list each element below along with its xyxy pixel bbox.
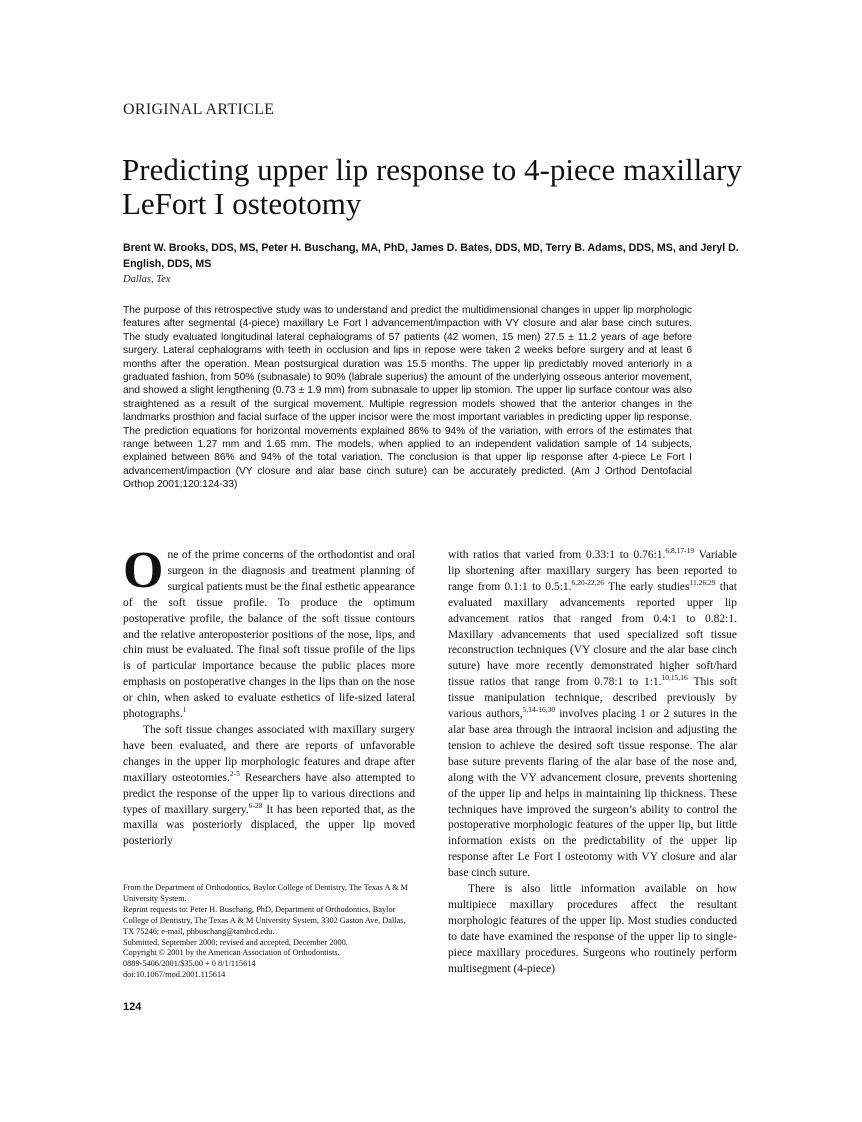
paragraph-text: It has been reported that, as the maxilla was posteriorly displaced, the upper lip moved posteriorly — [123, 803, 415, 848]
paragraph-text: This soft tissue manipulation technique, described previously by various authors, — [448, 676, 737, 721]
section-label: ORIGINAL ARTICLE — [123, 101, 275, 118]
paragraph-text: that evaluated maxillary advancements reported upper lip advancement ratios that ranged from 0.4:1 to 0.82:1. Maxillary advancements that used specialized soft tissue reconstruction techniques (VY closure and the alar base cinch suture) have more recently demonstrated higher soft/hard tissue ratios that range from 0.78:1 to 1:1. — [448, 580, 738, 689]
footnote-affiliation: From the Department of Orthodontics, Baylor College of Dentistry, The Texas A & M University System. — [123, 883, 409, 903]
page-number: 124 — [123, 1001, 142, 1013]
paragraph-text: with ratios that varied from 0.33:1 to 0.76:1. — [448, 549, 666, 561]
paragraph: There is also little information available on how multipiece maxillary procedures affect the resultant morphologic features of the upper lip. Most studies conducted to date have examined the response of the upper lip to single-piece maxillary procedures. Surgeons who routinely perform multisegment (4-piece) — [448, 883, 737, 975]
article-title: Predicting upper lip response to 4-piece maxillary LeFort I osteotomy — [122, 152, 742, 221]
citation-ref: 2-5 — [229, 768, 240, 778]
paragraph-text: Researchers have also attempted to predict the response of the upper lip to various directions and types of maxillary surgery. — [123, 771, 415, 816]
paragraph-text: involves placing 1 or 2 sutures in the alar base area through the intraoral incision and adjusting the tension to achieve the desired soft tissue response. The alar base suture prevents flaring of the alar base of the nose and, along with the VY advancement closure, prevents shortening of the upper lip and helps in maintaining lip thickness. These techniques have improved the surgeon’s ability to control the postoperative morphologic features of the upper lip, but little information exists on the predictability of the upper lip response after Le Fort I osteotomy with VY closure and alar base cinch suture. — [448, 708, 737, 880]
paragraph-text: ne of the prime concerns of the orthodontist and oral surgeon in the diagnosis and treatment planning of surgical patients must be the final esthetic appearance of the soft tissue profile. To produce the optimum postoperative profile, the balance of the soft tissue contours and the relative anteroposterior positions of the nose, lips, and chin must be evaluated. The final soft tissue profile of the lips is of particular importance because the public places more emphasis on postoperative changes in the lips than on the nose or chin, when asked to evaluate esthetics of life-sized lateral photographs. — [123, 549, 415, 721]
citation-ref: 1 — [182, 705, 187, 715]
paragraph — [123, 723, 415, 850]
citation-ref: 5,14-16,30 — [522, 705, 556, 715]
abstract: The purpose of this retrospective study was to understand and predict the multidimensional changes in upper lip morphologic features after segmental (4-piece) maxillary Le Fort I advancement/impaction with VY closure and alar base cinch sutures. The study evaluated longitudinal lateral cephalograms of 57 patients (42 women, 15 men) 27.5 ± 11.2 years of age before surgery. Lateral cephalograms with teeth in occlusion and lips in repose were taken 2 weeks before surgery and at least 6 months after the operation. Mean postsurgical duration was 15.5 months. The upper lip predictably moved anteriorly in a graduated fashion, from 50% (subnasale) to 90% (labrale superius) the amount of the underlying osseous anterior movement, and showed a slight lengthening (0.73 ± 1.9 mm) from subnasale to upper lip stomion. The upper lip surface contour was also straightened as a result of the surgical movement. Multiple regression models showed that the anterior changes in the landmarks prosthion and facial surface of the upper incisor were the most important variables in predicting upper lip response. The prediction equations for horizontal movements explained 86% to 94% of the variation, with errors of the estimates that range between 1.27 mm and 1.65 mm. The models, when applied to an independent validation sample of 14 subjects, explained between 86% and 94% of the total variation. The conclusion is that upper lip response after 4-piece Le Fort I advancement/impaction (VY closure and alar base cinch suture) can be accurately predicted. (Am J Orthod Dentofacial Orthop 2001;120:124-33) — [123, 305, 692, 491]
footnote-issn: 0889-5406/2001/$35.00 + 0 8/1/115614 — [123, 959, 256, 969]
paragraph — [123, 542, 415, 723]
paragraph-text: Variable lip shortening after maxillary surgery has been reported to range from 0.1:1 to 0.5:1. — [448, 549, 737, 593]
drop-cap: O — [123, 542, 164, 599]
paragraph-text: The early studies — [604, 580, 690, 593]
footnotes — [123, 883, 418, 981]
citation-ref: 11,26,29 — [689, 577, 716, 587]
paragraph — [448, 548, 737, 882]
footnote-doi: doi:10.1067/mod.2001.115614 — [123, 970, 226, 980]
footnote-reprints: Reprint requests to: Peter H. Buschang, PhD, Department of Orthodontics, Baylor College of Dentistry, The Texas A & M University System, 3302 Gaston Ave, Dallas, TX 75246; e-mail, phbuschang@tambcd.edu. — [123, 904, 406, 936]
body-column-left — [123, 542, 415, 850]
body-column-right — [448, 548, 737, 977]
citation-ref: 6-28 — [248, 800, 263, 810]
paragraph-text: The soft tissue changes associated with maxillary surgery have been evaluated, and there are reports of unfavorable changes in the upper lip morphologic features and drape after maxillary osteotomies. — [123, 723, 415, 784]
citation-ref: 10,15,16 — [661, 673, 688, 683]
author-list: Brent W. Brooks, DDS, MS, Peter H. Buschang, MA, PhD, James D. Bates, DDS, MD, Terry B. Adams, DDS, MS, and Jeryl D. English, DDS, MS — [123, 242, 739, 270]
citation-ref: 6,20-22,26 — [571, 577, 605, 587]
citation-ref: 6,8,17-19 — [665, 546, 695, 556]
footnote-submitted: Submitted, September 2000; revised and accepted, December 2000. — [123, 937, 348, 947]
footnote-copyright: Copyright © 2001 by the American Association of Orthodontists. — [123, 948, 340, 958]
author-location: Dallas, Tex — [123, 274, 171, 285]
